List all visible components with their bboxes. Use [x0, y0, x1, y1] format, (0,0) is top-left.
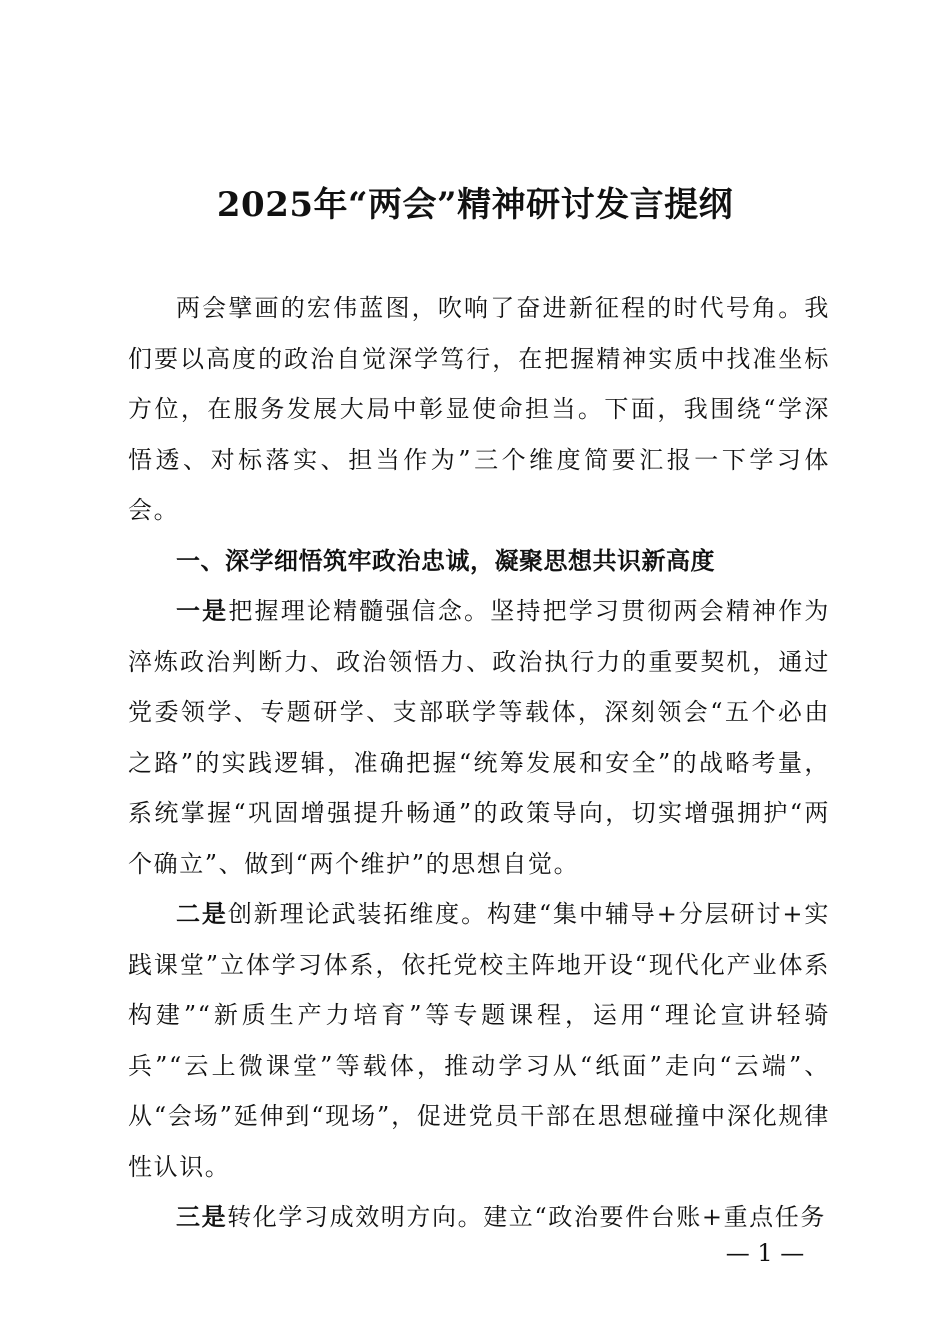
item-text-3: 转化学习成效明方向。建立“政治要件台账+重点任务 [227, 1203, 826, 1231]
item-text-2: 创新理论武装拓维度。构建“集中辅导+分层研讨+实践课堂”立体学习体系，依托党校主阵地开设“现代化产业体系构建”“新质生产力培育”等专题课程，运用“理论宣讲轻骑兵”“云上微课堂”等载体，推动学习从“纸面”走向“云端”、从“会场”延伸到“现场”，促进党员干部在思想碰撞中深化规律性认识。 [128, 900, 831, 1181]
item-lead-2: 二是 [176, 900, 228, 928]
intro-paragraph: 两会擘画的宏伟蓝图，吹响了奋进新征程的时代号角。我们要以高度的政治自觉深学笃行，在把握精神实质中找准坐标方位，在服务发展大局中彰显使命担当。下面，我围绕“学深悟透、对标落实、担当作为”三个维度简要汇报一下学习体会。 [128, 294, 830, 524]
item-lead-3: 三是 [176, 1203, 228, 1231]
item-paragraph-1 [128, 586, 830, 889]
page-number: — 1 — [725, 1239, 805, 1267]
document-title: 2025年“两会”精神研讨发言提纲 [216, 185, 734, 225]
item-paragraph-2 [128, 889, 830, 1192]
section-heading-1: 一、深学细悟筑牢政治忠诚，凝聚思想共识新高度 [176, 546, 715, 575]
item-paragraph-3 [128, 1192, 830, 1243]
item-text-1: 把握理论精髓强信念。坚持把学习贯彻两会精神作为淬炼政治判断力、政治领悟力、政治执行力的重要契机，通过党委领学、专题研学、支部联学等载体，深刻领会“五个必由之路”的实践逻辑，准确把握“统筹发展和安全”的战略考量，系统掌握“巩固增强提升畅通”的政策导向，切实增强拥护“两个确立”、做到“两个维护”的思想自觉。 [128, 597, 830, 878]
document-body [128, 283, 830, 1243]
item-lead-1: 一是 [176, 597, 229, 625]
